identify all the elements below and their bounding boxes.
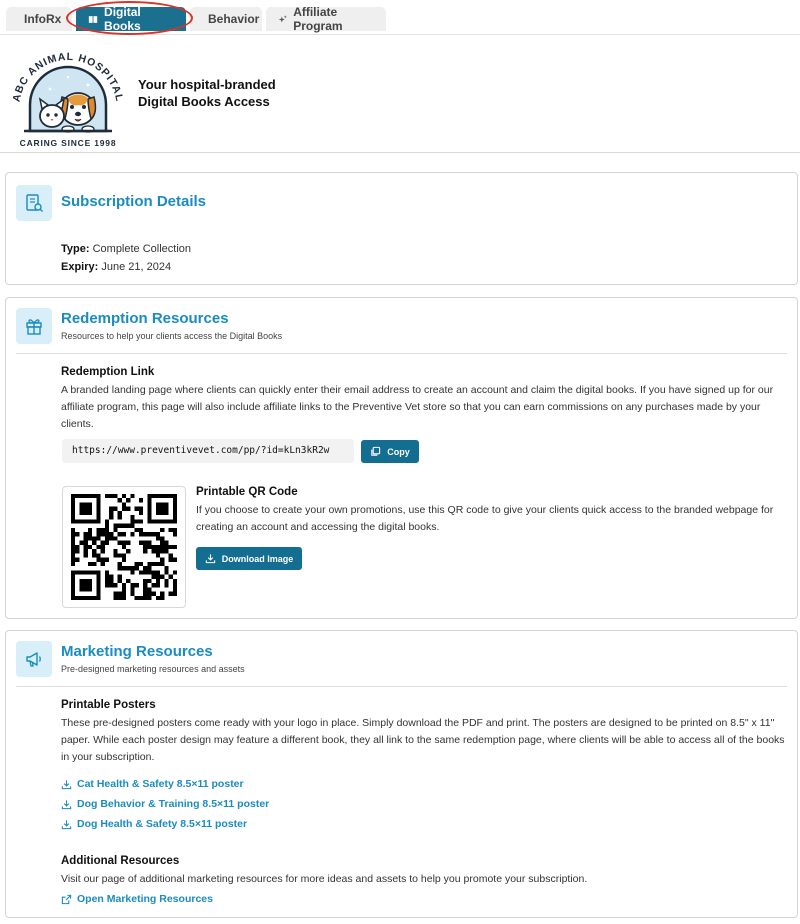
- download-image-button[interactable]: [196, 547, 302, 570]
- tab-label: Digital Books: [104, 5, 141, 33]
- dog-health-poster-link[interactable]: [61, 818, 247, 830]
- download-icon: [61, 799, 72, 810]
- subscription-type: [61, 243, 191, 255]
- divider: [16, 353, 787, 354]
- subscription-expiry: [61, 261, 171, 273]
- qr-code-description: If you choose to create your own promotions, use this QR code to give your clients quick access to the branded webpage for creating an account and accessing the digital books.: [196, 504, 774, 533]
- hospital-logo: [10, 43, 126, 147]
- redemption-link-description: A branded landing page where clients can quickly enter their email address to create an account and claim the digital books. If you have signed up for our affiliate program, this page will also include affiliate links to the Preventive Vet store so that you can earn commissions on any purchases made by your clients.: [61, 384, 774, 430]
- type-label: Type:: [61, 243, 90, 255]
- subscription-title: Subscription Details: [61, 193, 207, 210]
- logo-name: ABC ANIMAL HOSPITAL: [10, 50, 126, 103]
- dog-behavior-poster-link[interactable]: [61, 798, 269, 810]
- qr-code-image: [71, 494, 177, 600]
- additional-resources-heading: Additional Resources: [61, 855, 180, 867]
- copy-icon: [370, 446, 381, 457]
- marketing-subtitle: Pre-designed marketing resources and assets: [61, 664, 245, 674]
- copy-label: Copy: [387, 446, 410, 457]
- redemption-url-field[interactable]: https://www.preventivevet.com/pp/?id=kLn3kR2w: [62, 439, 354, 463]
- tab-label: Affiliate Program: [293, 5, 343, 33]
- logo-tagline: CARING SINCE 1998: [19, 138, 117, 147]
- sparkles-icon: [278, 14, 287, 25]
- marketing-resources-card: [5, 630, 798, 918]
- type-value: Complete Collection: [92, 243, 192, 255]
- poster-link-label: Dog Health & Safety 8.5×11 poster: [77, 818, 248, 830]
- tab-digital-books[interactable]: [76, 7, 186, 31]
- poster-link-label: Dog Behavior & Training 8.5×11 poster: [77, 798, 270, 810]
- redemption-title: Redemption Resources: [61, 310, 229, 327]
- external-link-icon: [61, 894, 72, 905]
- download-icon: [61, 819, 72, 830]
- redemption-link-heading: Redemption Link: [61, 366, 155, 378]
- redemption-resources-card: [5, 297, 798, 619]
- marketing-title: Marketing Resources: [61, 643, 213, 660]
- download-icon: [205, 553, 216, 564]
- divider: [16, 686, 787, 687]
- tab-label: Behavior: [208, 12, 260, 26]
- copy-button[interactable]: [361, 440, 419, 463]
- subscription-details-card: [5, 172, 798, 285]
- expiry-value: June 21, 2024: [101, 261, 172, 273]
- book-icon: [88, 14, 98, 25]
- poster-link-label: Cat Health & Safety 8.5×11 poster: [77, 778, 244, 790]
- megaphone-icon: [16, 641, 52, 677]
- printable-posters-heading: Printable Posters: [61, 699, 156, 711]
- download-icon: [61, 779, 72, 790]
- gift-icon: [16, 308, 52, 344]
- additional-resources-description: Visit our page of additional marketing resources for more ideas and assets to help you promote your subscription.: [61, 873, 588, 885]
- document-search-icon: [16, 185, 52, 221]
- cat-health-poster-link[interactable]: [61, 778, 244, 790]
- qr-code-card: [62, 486, 186, 608]
- tab-bar: [0, 0, 800, 35]
- redemption-subtitle: Resources to help your clients access the Digital Books: [61, 331, 283, 341]
- open-marketing-resources-link[interactable]: [61, 893, 213, 905]
- tab-label: InfoRx: [24, 12, 62, 26]
- qr-code-heading: Printable QR Code: [196, 486, 298, 498]
- tab-affiliate-program[interactable]: [266, 7, 386, 31]
- printable-posters-description: These pre-designed posters come ready with your logo in place. Simply download the PDF and print. The posters are designed to be printed on 8.5" x 11" paper. While each poster design may feature a different book, they all link to the same redemption page, where clients will be able to access all of the books in your subscription.: [61, 717, 785, 763]
- expiry-label: Expiry:: [61, 261, 99, 273]
- page-header: [0, 35, 800, 153]
- download-image-label: Download Image: [221, 553, 294, 564]
- tab-behavior[interactable]: [190, 7, 262, 31]
- tab-inforx[interactable]: [6, 7, 72, 31]
- page-title: Your hospital-branded Digital Books Access: [138, 77, 276, 109]
- open-marketing-resources-label: Open Marketing Resources: [77, 893, 213, 905]
